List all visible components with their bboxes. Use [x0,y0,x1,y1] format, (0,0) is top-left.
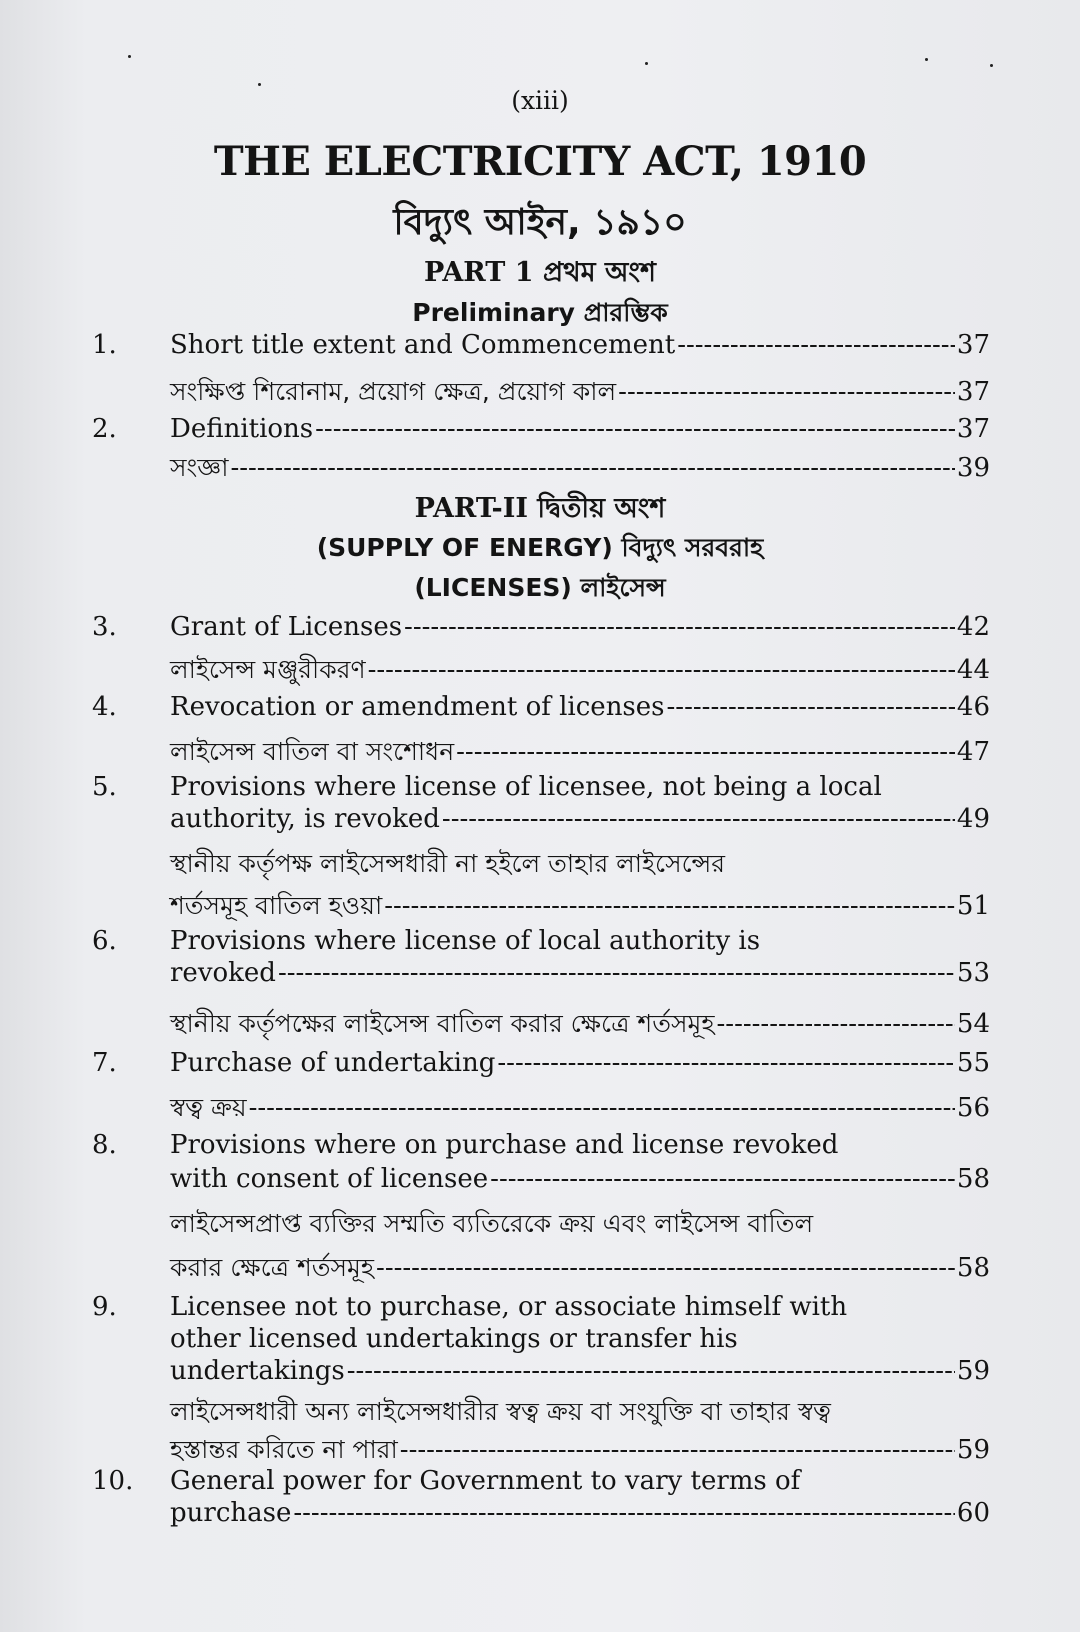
entry-number: 8. [92,1130,117,1160]
document-title-bengali: বিদ্যুৎ আইন, ১৯১০ [393,202,687,243]
entry-title-bengali: করার ক্ষেত্রে শর্তসমূহ [170,1253,375,1282]
entry-page: 60 [956,1498,990,1528]
entry-page: 56 [956,1093,990,1123]
entry-page: 47 [956,737,990,767]
entry-title: revoked [170,958,276,988]
entry-title-line: other licensed undertakings or transfer his [170,1324,738,1354]
entry-title-line: Licensee not to purchase, or associate himself with [170,1292,848,1322]
speck [990,64,993,67]
entry-title: Definitions [170,414,314,444]
entry-title-line: General power for Government to vary terms of [170,1466,801,1496]
entry-number: 9. [92,1292,117,1322]
speck [925,58,928,61]
part1-heading: PART 1 প্রথম অংশ [424,257,656,288]
entry-page: 44 [956,655,990,685]
entry-page: 37 [956,414,990,444]
entry-page: 55 [956,1048,990,1078]
entry-title-bengali: হস্তান্তর করিতে না পারা [170,1435,398,1464]
page-number: (xiii) [511,86,569,115]
entry-number: 5. [92,772,117,802]
speck [128,55,131,58]
entry-number: 7. [92,1048,117,1078]
entry-title-bengali: লাইসেন্স বাতিল বা সংশোধন [170,737,455,766]
entry-title: undertakings [170,1356,345,1386]
entry-number: 2. [92,414,117,444]
entry-title: authority, is revoked [170,804,440,834]
entry-title: purchase [170,1498,292,1528]
entry-page: 53 [956,958,990,988]
entry-title: Short title extent and Commencement [170,330,676,360]
entry-page: 37 [956,330,990,360]
part2-subheading-1: (SUPPLY OF ENERGY) বিদ্যুৎ সরবরাহ [316,533,764,562]
entry-title-bengali: সংক্ষিপ্ত শিরোনাম, প্রয়োগ ক্ষেত্র, প্রয়োগ কাল [170,377,617,406]
entry-title: with consent of licensee [170,1164,489,1194]
entry-title-bengali: স্থানীয় কর্তৃপক্ষের লাইসেন্স বাতিল করার ক্ষেত্রে শর্তসমূহ [170,1009,715,1038]
entry-page: 49 [956,804,990,834]
entry-page: 58 [956,1164,990,1194]
document-title: THE ELECTRICITY ACT, 1910 [213,138,867,185]
entry-title: Grant of Licenses [170,612,403,642]
entry-title-bengali: লাইসেন্স মঞ্জুরীকরণ [170,655,366,684]
part1-subheading: Preliminary প্রারম্ভিক [412,298,668,327]
entry-page: 51 [956,891,990,921]
entry-title-bengali-line: স্থানীয় কর্তৃপক্ষ লাইসেন্সধারী না হইলে তাহার লাইসেন্সের [170,849,726,878]
entry-number: 4. [92,692,117,722]
entry-title-bengali: সংজ্ঞা [170,453,229,482]
entry-page: 46 [956,692,990,722]
entry-page: 37 [956,377,990,407]
entry-number: 3. [92,612,117,642]
entry-title-line: Provisions where on purchase and license revoked [170,1130,839,1160]
entry-title: Purchase of undertaking [170,1048,496,1078]
entry-page: 54 [956,1009,990,1039]
speck [645,62,648,65]
part2-subheading-2: (LICENSES) লাইসেন্স [414,573,666,602]
entry-title-bengali-line: লাইসেন্সপ্রাপ্ত ব্যক্তির সম্মতি ব্যতিরেকে ক্রয় এবং লাইসেন্স বাতিল [170,1209,814,1238]
entry-page: 42 [956,612,990,642]
entry-number: 10. [92,1466,134,1496]
entry-title-line: Provisions where license of licensee, not being a local [170,772,882,802]
entry-page: 59 [956,1356,990,1386]
entry-title: Revocation or amendment of licenses [170,692,665,722]
part2-heading: PART-II দ্বিতীয় অংশ [414,493,666,524]
entry-title-bengali: শর্তসমূহ বাতিল হওয়া [170,891,383,920]
entry-title-line: Provisions where license of local authority is [170,926,761,956]
entry-number: 6. [92,926,117,956]
entry-page: 59 [956,1435,990,1465]
entry-title-bengali-line: লাইসেন্সধারী অন্য লাইসেন্সধারীর স্বত্ব ক্রয় বা সংযুক্তি বা তাহার স্বত্ব [170,1397,831,1426]
entry-page: 58 [956,1253,990,1283]
entry-title-bengali: স্বত্ব ক্রয় [170,1093,247,1122]
entry-page: 39 [956,453,990,483]
entry-number: 1. [92,330,117,360]
